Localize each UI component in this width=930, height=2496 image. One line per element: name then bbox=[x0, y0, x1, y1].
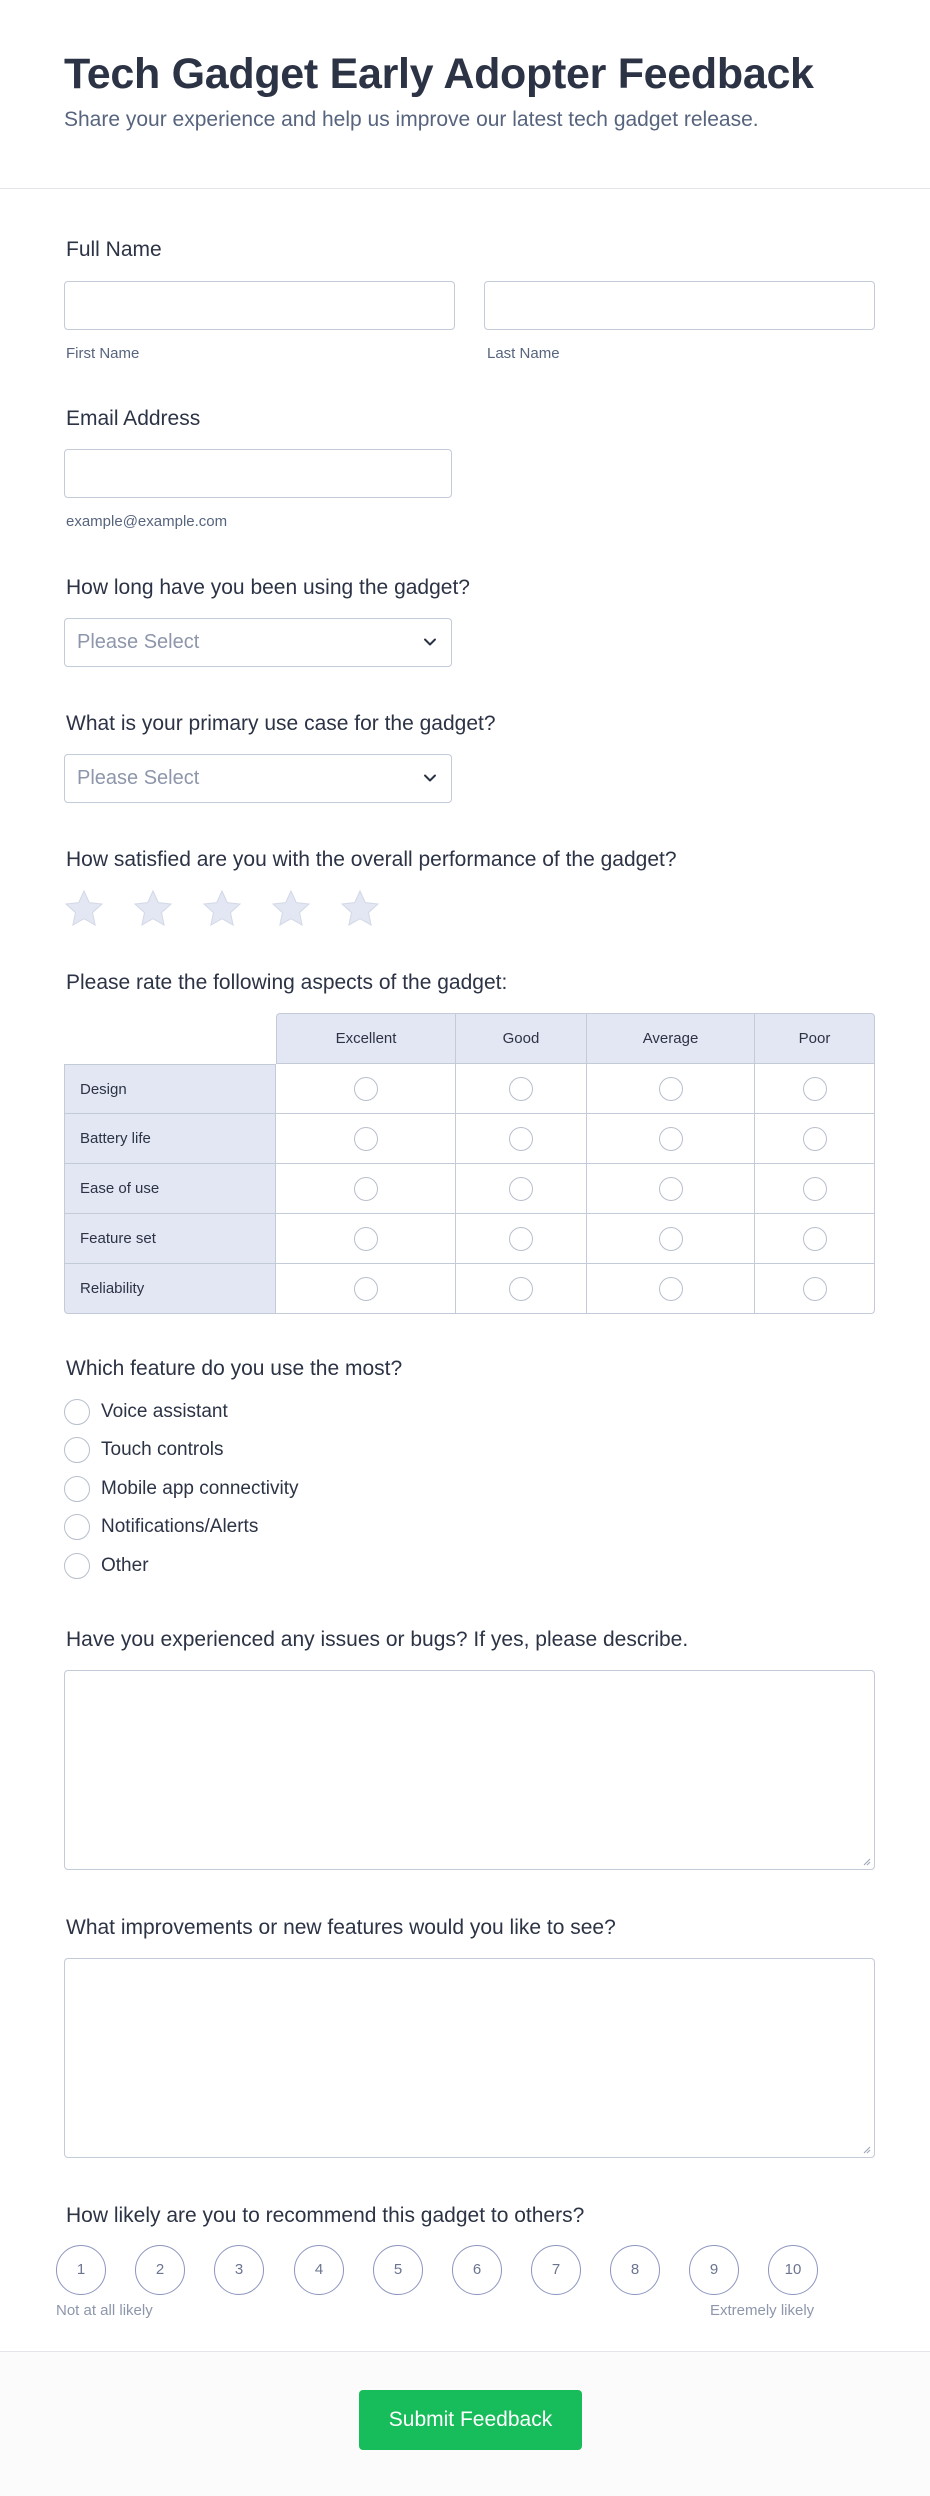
satisfaction-label: How satisfied are you with the overall performance of the gadget? bbox=[66, 848, 677, 871]
matrix-radio[interactable] bbox=[509, 1227, 533, 1251]
scale-option-9[interactable] bbox=[689, 2245, 739, 2295]
matrix-radio[interactable] bbox=[803, 1227, 827, 1251]
matrix-row-text: Feature set bbox=[80, 1230, 156, 1247]
star-icon[interactable] bbox=[340, 889, 380, 929]
matrix-radio[interactable] bbox=[354, 1077, 378, 1101]
matrix-col-label: Good bbox=[502, 1030, 540, 1047]
matrix-cell bbox=[456, 1214, 587, 1264]
primary-use-label: What is your primary use case for the gadget? bbox=[66, 712, 496, 735]
rating-matrix bbox=[64, 1013, 875, 1312]
form-subtitle: Share your experience and help us improve our latest tech gadget release. bbox=[64, 108, 759, 131]
chevron-down-icon bbox=[423, 771, 437, 785]
matrix-col-header bbox=[276, 1013, 456, 1064]
matrix-radio[interactable] bbox=[659, 1227, 683, 1251]
matrix-cell bbox=[587, 1064, 755, 1114]
scale-option-label: 2 bbox=[155, 2261, 165, 2278]
matrix-radio[interactable] bbox=[354, 1277, 378, 1301]
scale-option-1[interactable] bbox=[56, 2245, 106, 2295]
matrix-row-text: Reliability bbox=[80, 1280, 145, 1297]
submit-button[interactable] bbox=[359, 2390, 582, 2450]
improvements-label: What improvements or new features would you like to see? bbox=[66, 1916, 616, 1939]
matrix-row-text: Ease of use bbox=[80, 1180, 160, 1197]
scale-option-label: 4 bbox=[314, 2261, 324, 2278]
matrix-radio[interactable] bbox=[509, 1277, 533, 1301]
feature-option-label: Mobile app connectivity bbox=[101, 1478, 299, 1499]
recommend-label: How likely are you to recommend this gadget to others? bbox=[66, 2204, 585, 2227]
scale-option-label: 5 bbox=[393, 2261, 403, 2278]
star-icon[interactable] bbox=[202, 889, 242, 929]
scale-option-8[interactable] bbox=[610, 2245, 660, 2295]
matrix-cell bbox=[755, 1114, 875, 1164]
matrix-radio[interactable] bbox=[659, 1177, 683, 1201]
scale-option-label: 10 bbox=[784, 2261, 802, 2278]
matrix-col-header bbox=[587, 1013, 755, 1064]
matrix-radio[interactable] bbox=[803, 1277, 827, 1301]
scale-option-label: 8 bbox=[630, 2261, 640, 2278]
matrix-radio[interactable] bbox=[354, 1127, 378, 1151]
usage-duration-label: How long have you been using the gadget? bbox=[66, 576, 470, 599]
matrix-row-label bbox=[64, 1214, 276, 1264]
star-icon[interactable] bbox=[271, 889, 311, 929]
primary-use-select[interactable] bbox=[64, 754, 452, 803]
improvements-textarea[interactable] bbox=[64, 1958, 875, 2158]
issues-label: Have you experienced any issues or bugs? If yes, please describe. bbox=[66, 1628, 689, 1651]
scale-option-label: 7 bbox=[551, 2261, 561, 2278]
scale-option-4[interactable] bbox=[294, 2245, 344, 2295]
scale-high-label: Extremely likely bbox=[710, 2302, 815, 2319]
matrix-radio[interactable] bbox=[354, 1227, 378, 1251]
first-name-input[interactable] bbox=[64, 281, 455, 330]
scale-option-2[interactable] bbox=[135, 2245, 185, 2295]
resize-grip-icon[interactable] bbox=[861, 2144, 871, 2154]
matrix-col-header bbox=[456, 1013, 587, 1064]
matrix-cell bbox=[456, 1264, 587, 1314]
feature-label: Which feature do you use the most? bbox=[66, 1357, 403, 1380]
matrix-row-label bbox=[64, 1064, 276, 1114]
matrix-cell bbox=[755, 1264, 875, 1314]
form-title: Tech Gadget Early Adopter Feedback bbox=[64, 50, 814, 98]
matrix-radio[interactable] bbox=[509, 1127, 533, 1151]
full-name-label: Full Name bbox=[66, 238, 162, 261]
matrix-label: Please rate the following aspects of the gadget: bbox=[66, 971, 508, 994]
radio-button[interactable] bbox=[64, 1399, 90, 1425]
issues-textarea[interactable] bbox=[64, 1670, 875, 1870]
scale-option-label: 3 bbox=[234, 2261, 244, 2278]
matrix-cell bbox=[587, 1214, 755, 1264]
star-icon[interactable] bbox=[133, 889, 173, 929]
radio-button[interactable] bbox=[64, 1553, 90, 1579]
feature-option-label: Notifications/Alerts bbox=[101, 1516, 259, 1537]
matrix-row-label bbox=[64, 1264, 276, 1314]
form-header bbox=[0, 0, 930, 189]
matrix-radio[interactable] bbox=[659, 1077, 683, 1101]
resize-grip-icon[interactable] bbox=[861, 1856, 871, 1866]
primary-use-value: Please Select bbox=[77, 767, 200, 789]
chevron-down-icon bbox=[423, 635, 437, 649]
matrix-cell bbox=[587, 1164, 755, 1214]
scale-option-label: 9 bbox=[709, 2261, 719, 2278]
radio-button[interactable] bbox=[64, 1476, 90, 1502]
star-icon[interactable] bbox=[64, 889, 104, 929]
matrix-cell bbox=[755, 1214, 875, 1264]
first-name-sublabel: First Name bbox=[66, 345, 140, 362]
matrix-cell bbox=[276, 1164, 456, 1214]
matrix-cell bbox=[456, 1114, 587, 1164]
matrix-radio[interactable] bbox=[354, 1177, 378, 1201]
matrix-col-header bbox=[755, 1013, 875, 1064]
email-label: Email Address bbox=[66, 407, 201, 430]
matrix-radio[interactable] bbox=[659, 1127, 683, 1151]
matrix-radio[interactable] bbox=[803, 1127, 827, 1151]
scale-option-label: 1 bbox=[76, 2261, 86, 2278]
radio-button[interactable] bbox=[64, 1437, 90, 1463]
matrix-cell bbox=[276, 1064, 456, 1114]
usage-duration-select[interactable] bbox=[64, 618, 452, 667]
matrix-col-label: Excellent bbox=[335, 1030, 397, 1047]
email-input[interactable] bbox=[64, 449, 452, 498]
matrix-radio[interactable] bbox=[509, 1177, 533, 1201]
matrix-cell bbox=[276, 1264, 456, 1314]
matrix-radio[interactable] bbox=[803, 1077, 827, 1101]
matrix-cell bbox=[276, 1114, 456, 1164]
matrix-row-text: Design bbox=[80, 1081, 127, 1098]
last-name-input[interactable] bbox=[484, 281, 875, 330]
usage-duration-value: Please Select bbox=[77, 631, 200, 653]
matrix-cell bbox=[456, 1064, 587, 1114]
matrix-row-text: Battery life bbox=[80, 1130, 151, 1147]
submit-button-label: Submit Feedback bbox=[388, 2408, 553, 2431]
matrix-radio[interactable] bbox=[659, 1277, 683, 1301]
scale-option-3[interactable] bbox=[214, 2245, 264, 2295]
scale-option-10[interactable] bbox=[768, 2245, 818, 2295]
matrix-cell bbox=[755, 1064, 875, 1114]
scale-option-label: 6 bbox=[472, 2261, 482, 2278]
scale-option-5[interactable] bbox=[373, 2245, 423, 2295]
scale-low-label: Not at all likely bbox=[56, 2302, 153, 2319]
form-footer bbox=[0, 2351, 930, 2496]
matrix-row-label bbox=[64, 1164, 276, 1214]
matrix-row-label bbox=[64, 1114, 276, 1164]
matrix-col-label: Poor bbox=[798, 1030, 831, 1047]
matrix-col-label: Average bbox=[642, 1030, 699, 1047]
matrix-cell bbox=[276, 1214, 456, 1264]
matrix-cell bbox=[587, 1264, 755, 1314]
feature-option-label: Other bbox=[101, 1555, 149, 1576]
matrix-cell bbox=[587, 1114, 755, 1164]
matrix-radio[interactable] bbox=[509, 1077, 533, 1101]
radio-button[interactable] bbox=[64, 1514, 90, 1540]
scale-option-7[interactable] bbox=[531, 2245, 581, 2295]
matrix-cell bbox=[456, 1164, 587, 1214]
matrix-radio[interactable] bbox=[803, 1177, 827, 1201]
email-sublabel: example@example.com bbox=[66, 513, 228, 530]
matrix-cell bbox=[755, 1164, 875, 1214]
scale-option-6[interactable] bbox=[452, 2245, 502, 2295]
feature-option-label: Touch controls bbox=[101, 1439, 224, 1460]
last-name-sublabel: Last Name bbox=[487, 345, 560, 362]
feature-option-label: Voice assistant bbox=[101, 1401, 228, 1422]
